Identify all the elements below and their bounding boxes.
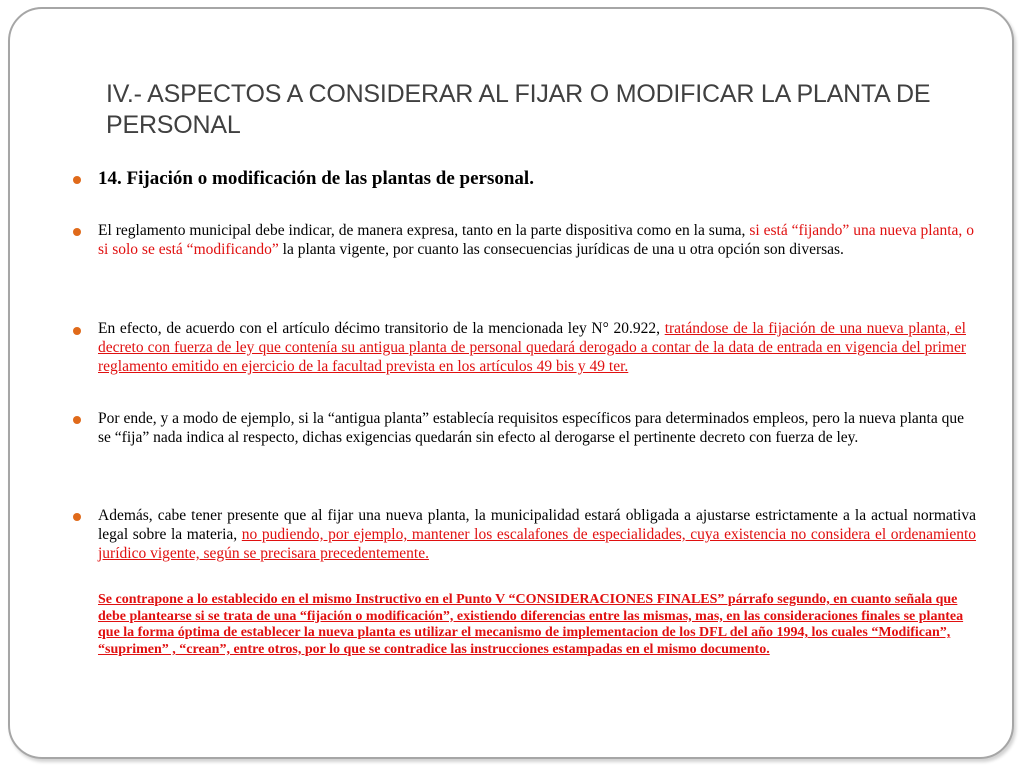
paragraph-efecto-highlight: tratándose de la fijación de una nueva planta, el decreto con fuerza de ley que contenía su antigua planta de personal quedará derogado a contar de la data de entrada en vigencia del primer reglamento emitido en ejercicio de la facultad prevista en los artículos 49 bis y 49 ter. [98, 320, 966, 375]
paragraph-ademas-highlight: no pudiendo, por ejemplo, mantener los escalafones de especialidades, cuya existencia no considera el ordenamiento jurídico vigente, según se precisara precedentemente. [98, 526, 977, 562]
bullet-heading [73, 176, 81, 184]
slide-title: IV.- ASPECTOS A CONSIDERAR AL FIJAR O MODIFICAR LA PLANTA DE PERSONAL [106, 80, 931, 139]
bullet-p2 [73, 327, 81, 335]
paragraph-reglamento-highlight: si está “fijando” una nueva planta, o si solo se está “modificando” [98, 222, 974, 258]
bullet-p1 [73, 228, 81, 236]
paragraph-ademas [98, 506, 976, 563]
bullet-p3 [73, 416, 81, 424]
paragraph-efecto [98, 319, 966, 376]
paragraph-ademas-text: Además, cabe tener presente que al fijar una nueva planta, la municipalidad estará obligada a ajustarse estrictamente a la actual normativa legal sobre la materia, [98, 507, 976, 543]
paragraph-por-ende: Por ende, y a modo de ejemplo, si la “antigua planta” establecía requisitos específicos para determinados empleos, pero la nueva planta que se “fija” nada indica al respecto, dichas exigencias quedarán sin efecto al derogarse el pertinente decreto con fuerza de ley. [98, 410, 964, 446]
red-note: Se contrapone a lo establecido en el mismo Instructivo en el Punto V “CONSIDERACIONES FINALES” párrafo segundo, en cuanto señala que debe plantearse si se trata de una “fijación o modificación”, existiendo diferencias entre las mismas, mas, en las consideraciones finales se plantea que la forma óptima de establecer la nueva planta es utilizar el mecanismo de implementacion de los DFL del año 1994, los cuales “Modifican”, “suprimen” , “crean”, entre otros, por lo que se contradice las instrucciones estampadas en el mismo documento. [98, 592, 964, 657]
paragraph-reglamento [98, 221, 974, 259]
paragraph-reglamento-text-c: la planta vigente, por cuanto las consecuencias jurídicas de una u otra opción son diversas. [278, 241, 844, 258]
paragraph-efecto-text: En efecto, de acuerdo con el artículo décimo transitorio de la mencionada ley N° 20.922, [98, 320, 665, 337]
paragraph-reglamento-text-a: El reglamento municipal debe indicar, de manera expresa, tanto en la parte dispositiva como en la suma, [98, 222, 750, 239]
bullet-p4 [73, 513, 81, 521]
slide-body [10, 9, 1014, 759]
section-heading: 14. Fijación o modificación de las plantas de personal. [98, 168, 534, 189]
slide-frame [8, 7, 1014, 759]
